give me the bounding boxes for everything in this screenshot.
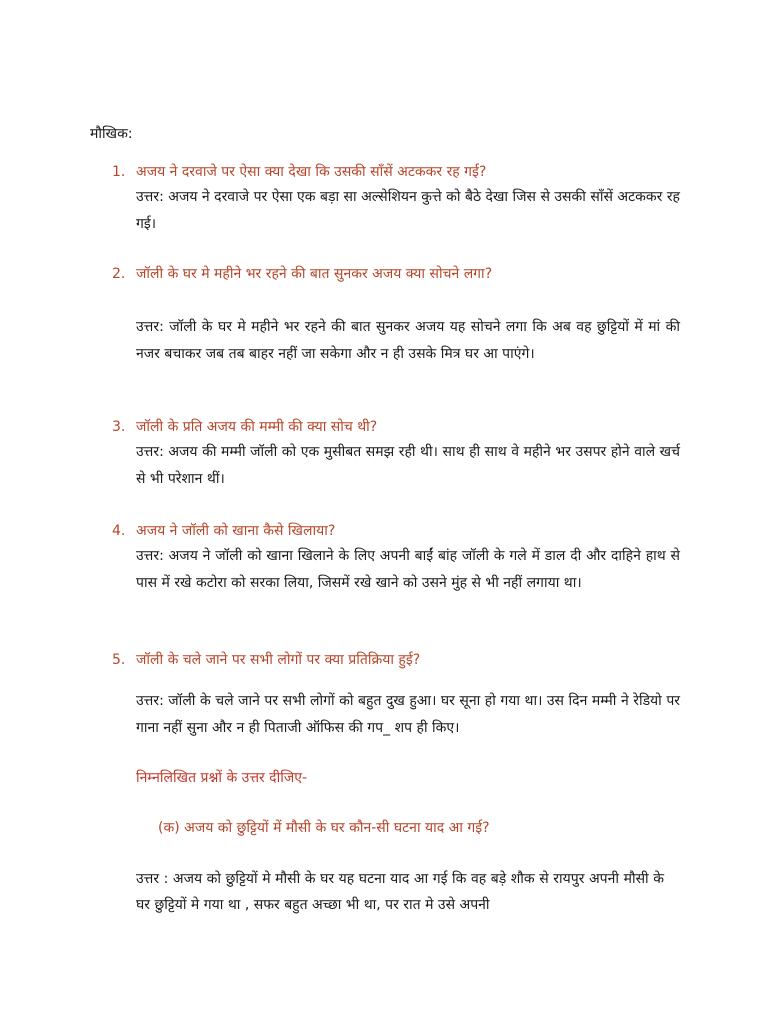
question-block-4 (112, 519, 680, 597)
answer-text: उत्तर: जॉली के घर मे महीने भर रहने की बात सुनकर अजय यह सोचने लगा कि अब वह छुट्टियों में मां की नजर बचाकर जब तब बाहर नहीं जा सकेगा और न ही उसके मित्र घर आ पाएंगे। (136, 319, 680, 362)
sub-question-text: (क) अजय को छुट्टियों में मौसी के घर कौन-सी घटना याद आ गई? (158, 820, 490, 836)
question-text: जॉली के घर मे महीने भर रहने की बात सुनकर अजय क्या सोचने लगा? (136, 266, 493, 282)
question-text: जॉली के प्रति अजय की मम्मी की क्या सोच थी? (136, 419, 378, 435)
sub-answer-text: उत्तर : अजय को छुट्टियों मे मौसी के घर यह घटना याद आ गई कि वह बड़े शौक से रायपुर अपनी मौसी के घर छुट्टियों मे गया था , सफर बहुत अच्छा भी था, पर रात मे उसे अपनी (136, 871, 664, 913)
question-text: अजय ने जॉली को खाना कैसे खिलाया? (136, 523, 336, 539)
question-number: 1. (112, 164, 126, 180)
question-block-3 (112, 415, 680, 493)
question-text: जॉली के चले जाने पर सभी लोगों पर क्या प्रतिक्रिया हुई? (136, 652, 421, 668)
answer-text: उत्तर: जॉली के चले जाने पर सभी लोगों को बहुत दुख हुआ। घर सूना हो गया था। उस दिन मम्मी ने रेडियो पर गाना नहीं सुना और न ही पिताजी ऑफिस की गप_ शप ही किए। (136, 693, 680, 736)
question (112, 415, 680, 439)
answer-text: उत्तर: अजय ने जॉली को खाना खिलाने के लिए अपनी बाईं बांह जॉली के गले में डाल दी और दाहिने हाथ से पास में रखे कटोरा को सरका लिया, जिसमें रखे खाने को उसने मुंह से भी नहीं लगाया था। (136, 548, 680, 591)
question (112, 262, 680, 286)
answer-text: उत्तर: अजय ने दरवाजे पर ऐसा एक बड़ा सा अल्सेशियन कुत्ते को बैठे देखा जिस से उसकी साँसें अटककर रह गई। (136, 189, 680, 232)
question-number: 3. (112, 419, 126, 435)
question-block-5 (112, 648, 680, 742)
answer-text: उत्तर: अजय की मम्मी जॉली को एक मुसीबत समझ रही थी। साथ ही साथ वे महीने भर उसपर होने वाले खर्च से भी परेशान थीं। (136, 444, 680, 487)
question-number: 2. (112, 266, 126, 282)
subsection-heading: निम्नलिखित प्रश्नों के उत्तर दीजिए- (136, 770, 308, 786)
question (112, 519, 680, 543)
question-block-2 (112, 262, 680, 368)
question-text: अजय ने दरवाजे पर ऐसा क्या देखा कि उसकी साँसें अटककर रह गई? (136, 164, 487, 180)
question (112, 160, 680, 184)
question-number: 4. (112, 523, 126, 539)
question-number: 5. (112, 652, 126, 668)
section-heading: मौखिक: (90, 126, 133, 142)
question (112, 648, 680, 672)
question-block-1 (112, 160, 680, 238)
